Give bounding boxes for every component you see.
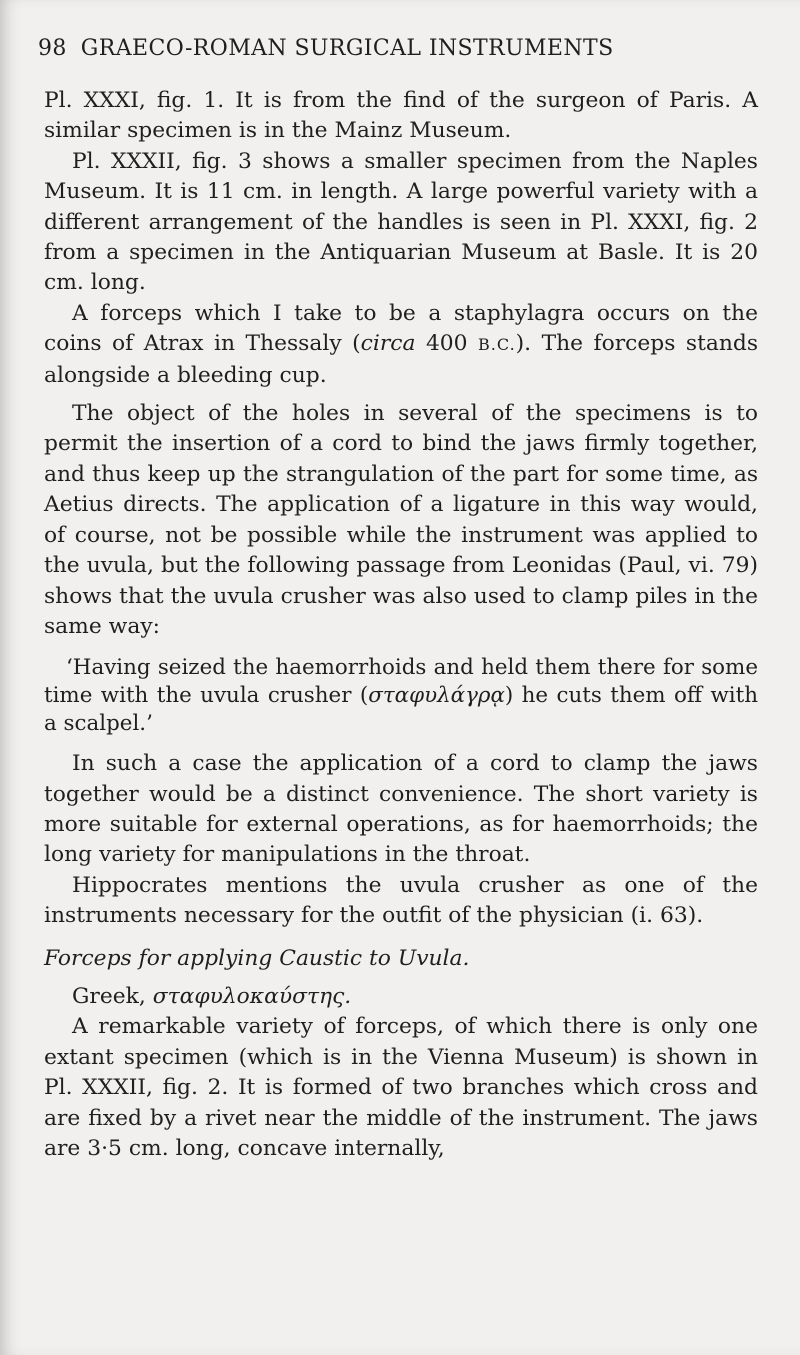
running-head [38, 36, 758, 61]
paragraph-3 [44, 299, 758, 391]
running-title: GRAECO-ROMAN SURGICAL INSTRUMENTS [80, 36, 614, 61]
paragraph-4: The object of the holes in several of the specimens is to permit the insertion of a cord to bind the jaws firmly together, and thus keep up the strangulation of the part for some time, as Aetius directs. The application of a ligature in this way would, of course, not be possible while the instrument was applied to the uvula, but the following passage from Leonidas (Paul, vi. 79) shows that the uvula crusher was also used to clamp piles in the same way: [44, 401, 758, 639]
greek-name-line [44, 982, 758, 1012]
quote-start: ‘Having seized the haemorrhoids and held them there for some time with the uvula crusher ( [44, 655, 758, 708]
p3-bc: B.C. [478, 335, 516, 355]
quote-end: ) he cuts them off with a scalpel.’ [44, 682, 758, 736]
p3-mid: 400 [415, 331, 479, 357]
p3-circa: circa [360, 331, 416, 357]
paragraph-7: A remarkable variety of forceps, of which there is only one extant specimen (which is in the Vienna Museum) is shown in Pl. XXXII, fig. 2. It is formed of two branches which cross and are fixed by a rivet near the middle of the instrument. The jaws are 3·5 cm. long, concave internally, [44, 1014, 758, 1161]
body-text [44, 86, 758, 1164]
page-number: 98 [38, 36, 67, 61]
p3-end: ). The forceps stands alongside a bleeding cup. [44, 331, 759, 388]
block-quote [44, 654, 758, 737]
greek-label: Greek, [72, 983, 153, 1009]
section-heading: Forceps for applying Caustic to Uvula. [44, 945, 470, 971]
greek-term: σταφυλοκαύστης. [152, 983, 352, 1009]
paragraph-1: Pl. XXXI, fig. 1. It is from the find of the surgeon of Paris. A similar specimen is in the Mainz Museum. [44, 88, 758, 144]
paragraph-6: Hippocrates mentions the uvula crusher as one of the instruments necessary for the outfit of the physician (i. 63). [44, 872, 758, 929]
paragraph-2: Pl. XXXII, fig. 3 shows a smaller specimen from the Naples Museum. It is 11 cm. in length. A large powerful variety with a different arrangement of the handles is seen in Pl. XXXI, fig. 2 from a specimen in the Antiquarian Museum at Basle. It is 20 cm. long. [44, 148, 758, 296]
quote-greek: σταφυλάγρᾳ [368, 682, 505, 708]
paragraph-5: In such a case the application of a cord to clamp the jaws together would be a distinct convenience. The short variety is more suitable for external operations, as for haemorrhoids; the long variety for manipulations in the throat. [44, 751, 758, 868]
p3-start: A forceps which I take to be a staphylagra occurs on the coins of Atrax in Thessaly ( [44, 300, 758, 357]
